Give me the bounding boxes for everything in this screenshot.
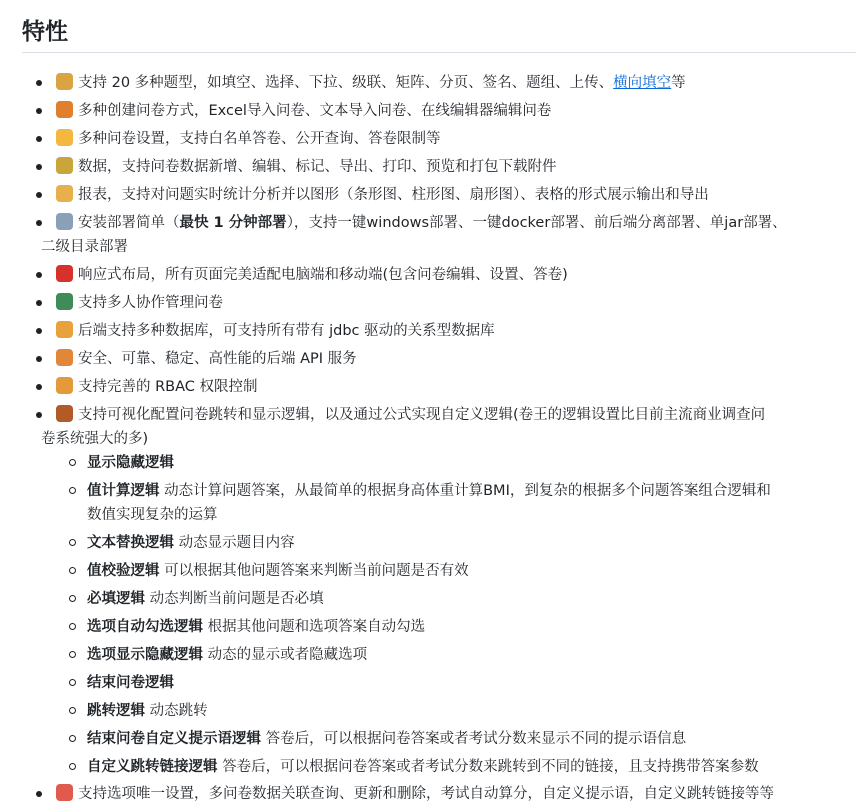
sub-item-title: 跳转逻辑 bbox=[87, 703, 145, 719]
item-text: 多种创建问卷方式，Excel导入问卷、文本导入问卷、在线编辑器编辑问卷 bbox=[78, 103, 552, 119]
bullet-icon bbox=[36, 80, 42, 86]
bullet-icon bbox=[36, 272, 42, 278]
page-title: 特性 bbox=[22, 19, 68, 45]
item-text-line2: 卷系统强大的多) bbox=[41, 431, 149, 447]
bullet-icon bbox=[36, 108, 42, 114]
sub-item-text-line2: 数值实现复杂的运算 bbox=[87, 507, 218, 523]
list-item bbox=[56, 317, 495, 345]
gear-sparkle-icon bbox=[56, 157, 73, 174]
sub-item-text: 动态跳转 bbox=[145, 703, 208, 719]
sub-item-title: 显示隐藏逻辑 bbox=[87, 455, 174, 471]
item-text: 安装部署简单（ bbox=[78, 215, 180, 231]
list-item bbox=[56, 125, 441, 153]
item-text: 多种问卷设置，支持白名单答卷、公开查询、答卷限制等 bbox=[78, 131, 441, 147]
sub-item-text: 动态的显示或者隐藏选项 bbox=[203, 647, 368, 663]
sub-item-title: 文本替换逻辑 bbox=[87, 535, 174, 551]
list-item bbox=[56, 289, 223, 317]
palette-icon bbox=[56, 185, 73, 202]
boxing-glove-icon bbox=[56, 265, 73, 282]
list-item bbox=[56, 780, 774, 808]
list-item bbox=[56, 261, 568, 289]
item-text: 响应式布局，所有页面完美适配电脑端和移动端(包含问卷编辑、设置、答卷) bbox=[78, 267, 568, 283]
bullet-icon bbox=[36, 136, 42, 142]
list-item bbox=[56, 69, 686, 97]
bullet-icon bbox=[36, 791, 42, 797]
circle-bullet-icon bbox=[69, 735, 76, 742]
circle-bullet-icon bbox=[69, 651, 76, 658]
list-item bbox=[56, 153, 557, 181]
gift-icon bbox=[56, 321, 73, 338]
bullet-icon bbox=[36, 164, 42, 170]
lion-icon bbox=[56, 377, 73, 394]
list-item bbox=[56, 181, 709, 209]
sub-item-title: 选项自动勾选逻辑 bbox=[87, 619, 203, 635]
sub-item-title: 值校验逻辑 bbox=[87, 563, 160, 579]
circle-bullet-icon bbox=[69, 539, 76, 546]
sub-list-item bbox=[87, 557, 469, 585]
item-text: 安全、可靠、稳定、高性能的后端 API 服务 bbox=[78, 351, 357, 367]
sub-list-item bbox=[87, 585, 324, 613]
rocket-icon bbox=[56, 213, 73, 230]
list-item bbox=[56, 373, 258, 401]
sub-list-item bbox=[87, 613, 425, 641]
item-text: 支持可视化配置问卷跳转和显示逻辑，以及通过公式实现自定义逻辑(卷王的逻辑设置比目前主流商业调查问 bbox=[78, 407, 766, 423]
item-text-continued: ），支持一键windows部署、一键docker部署、前后端分离部署、单jar部署、 bbox=[286, 215, 787, 231]
sub-item-title: 结束问卷自定义提示语逻辑 bbox=[87, 731, 261, 747]
sub-item-text: 答卷后，可以根据问卷答案或者考试分数来跳转到不同的链接，且支持携带答案参数 bbox=[217, 759, 759, 775]
item-text: 后端支持多种数据库，可支持所有带有 jdbc 驱动的关系型数据库 bbox=[78, 323, 495, 339]
bullet-icon bbox=[36, 300, 42, 306]
people-icon bbox=[56, 293, 73, 310]
sub-list-item bbox=[87, 449, 174, 477]
sub-item-text: 根据其他问题和选项答案自动勾选 bbox=[203, 619, 426, 635]
bullet-icon bbox=[36, 328, 42, 334]
circle-bullet-icon bbox=[69, 459, 76, 466]
butterfly-icon bbox=[56, 405, 73, 422]
circle-bullet-icon bbox=[69, 623, 76, 630]
item-bold-text: 最快 1 分钟部署 bbox=[179, 215, 287, 231]
item-text: 支持多人协作管理问卷 bbox=[78, 295, 223, 311]
item-text-line2: 二级目录部署 bbox=[41, 239, 128, 255]
sub-item-title: 选项显示隐藏逻辑 bbox=[87, 647, 203, 663]
sub-list-item bbox=[87, 697, 208, 725]
list-item bbox=[56, 97, 551, 125]
list-item bbox=[56, 401, 765, 429]
circle-bullet-icon bbox=[69, 679, 76, 686]
item-suffix: 等 bbox=[671, 75, 686, 91]
item-text: 支持完善的 RBAC 权限控制 bbox=[78, 379, 258, 395]
bullet-icon bbox=[36, 412, 42, 418]
medal-icon bbox=[56, 73, 73, 90]
crayon-icon bbox=[56, 101, 73, 118]
fox-icon bbox=[56, 349, 73, 366]
circle-bullet-icon bbox=[69, 707, 76, 714]
sub-item-title: 必填逻辑 bbox=[87, 591, 145, 607]
item-text: 报表，支持对问题实时统计分析并以图形（条形图、柱形图、扇形图）、表格的形式展示输出和导出 bbox=[78, 187, 709, 203]
rainbow-icon bbox=[56, 784, 73, 801]
list-item bbox=[56, 345, 357, 373]
sub-item-title: 结束问卷逻辑 bbox=[87, 675, 174, 691]
bullet-icon bbox=[36, 192, 42, 198]
list-item bbox=[56, 209, 787, 237]
circle-bullet-icon bbox=[69, 567, 76, 574]
item-text: 数据，支持问卷数据新增、编辑、标记、导出、打印、预览和打包下载附件 bbox=[78, 159, 557, 175]
sub-item-text: 可以根据其他问题答案来判断当前问题是否有效 bbox=[159, 563, 469, 579]
sub-list-item bbox=[87, 529, 295, 557]
sub-list-item bbox=[87, 641, 367, 669]
sub-item-text: 答卷后，可以根据问卷答案或者考试分数来显示不同的提示语信息 bbox=[261, 731, 687, 747]
item-text: 支持选项唯一设置，多问卷数据关联查询、更新和删除，考试自动算分，自定义提示语，自定义跳转链接等等 bbox=[78, 786, 774, 802]
circle-bullet-icon bbox=[69, 595, 76, 602]
horizontal-fill-link[interactable]: 横向填空 bbox=[613, 75, 672, 91]
sub-item-text: 动态显示题目内容 bbox=[174, 535, 295, 551]
circle-bullet-icon bbox=[69, 763, 76, 770]
sub-item-text: 动态计算问题答案，从最简单的根据身高体重计算BMI，到复杂的根据多个问题答案组合逻辑和 bbox=[159, 483, 771, 499]
sub-list-item bbox=[87, 725, 686, 753]
bullet-icon bbox=[36, 356, 42, 362]
bullet-icon bbox=[36, 384, 42, 390]
sub-item-title: 值计算逻辑 bbox=[87, 483, 160, 499]
bullet-icon bbox=[36, 220, 42, 226]
sub-item-text: 动态判断当前问题是否必填 bbox=[145, 591, 324, 607]
sub-list-item bbox=[87, 669, 174, 697]
sub-list-item bbox=[87, 753, 759, 781]
sub-item-title: 自定义跳转链接逻辑 bbox=[87, 759, 218, 775]
circle-bullet-icon bbox=[69, 487, 76, 494]
muscle-icon bbox=[56, 129, 73, 146]
item-text: 支持 20 多种题型，如填空、选择、下拉、级联、矩阵、分页、签名、题组、上传、 bbox=[78, 75, 614, 91]
